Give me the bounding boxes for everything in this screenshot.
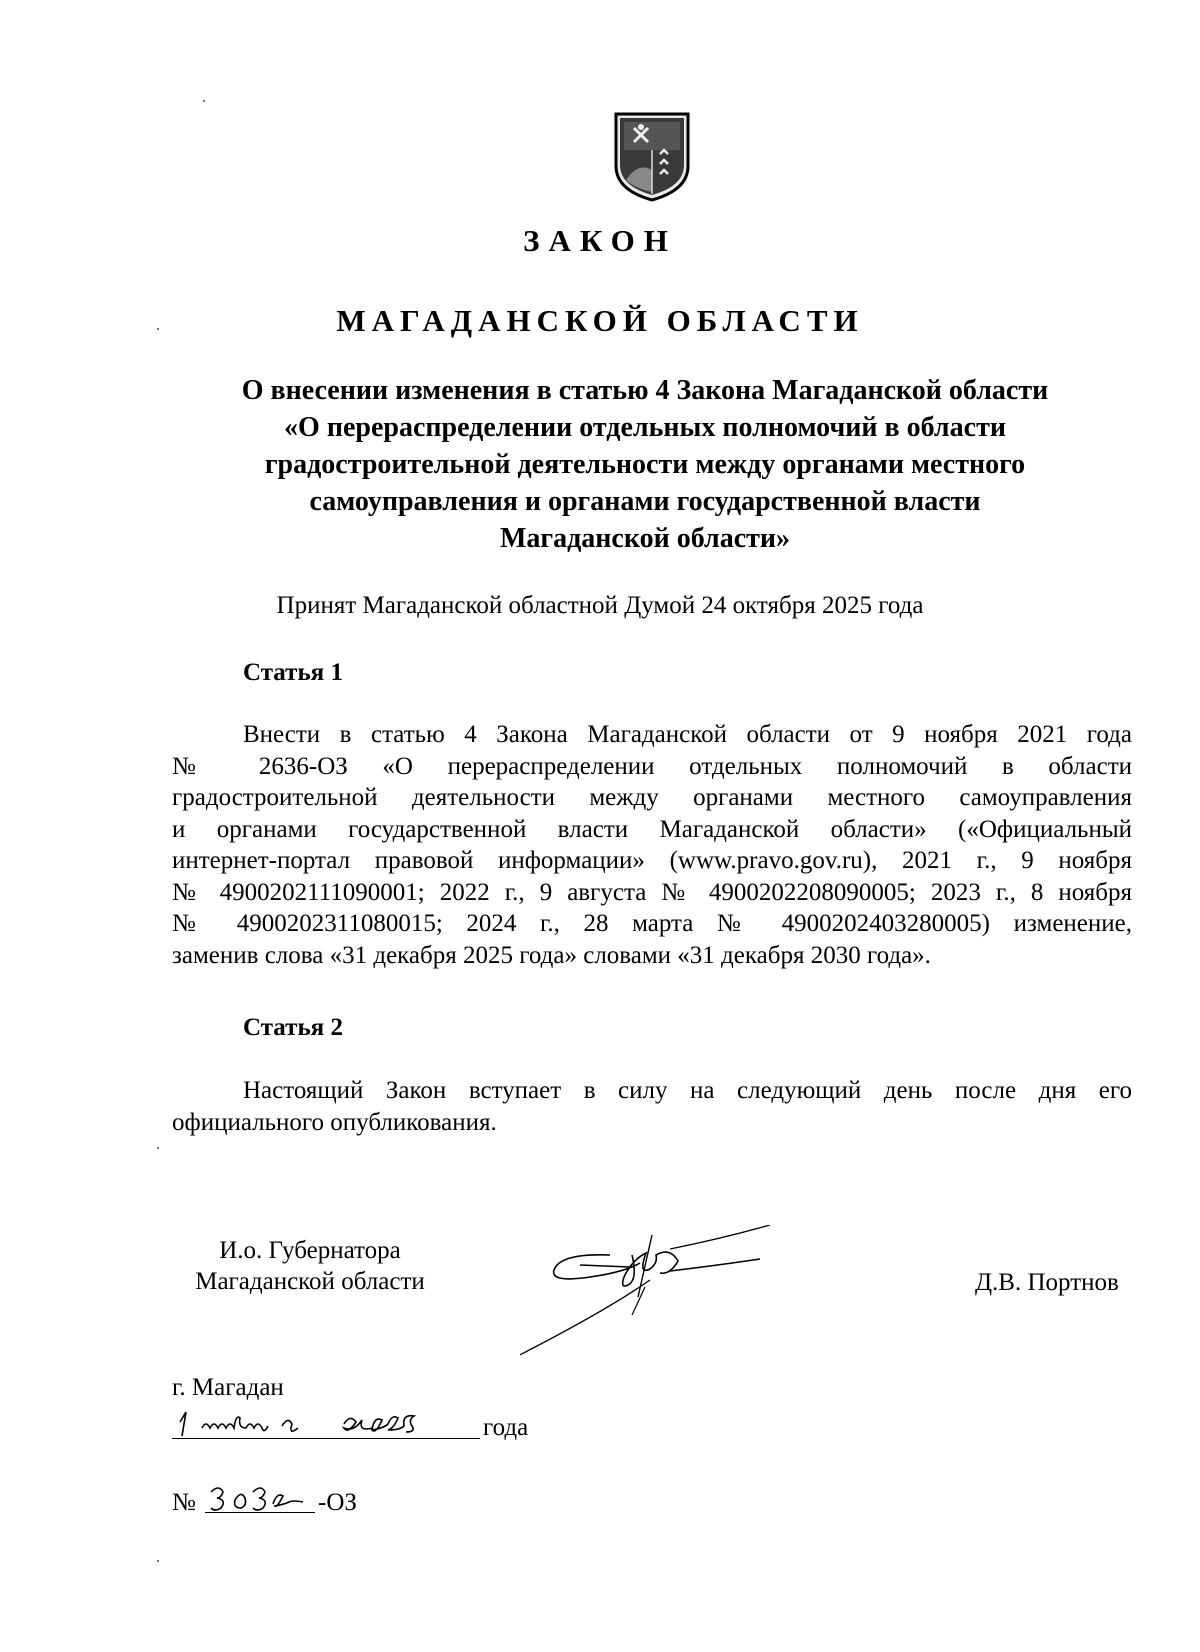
date-suffix: года [483, 1414, 529, 1441]
law-title-line: «О перераспределении отдельных полномочий в области [284, 412, 1006, 443]
article-1-line: Внести в статью 4 Закона Магаданской области от 9 ноября 2021 года [243, 721, 1132, 748]
signatory-position-line: Магаданской области [195, 1268, 425, 1295]
signatory-position-line: И.о. Губернатора [219, 1237, 401, 1264]
article-2-heading: Статья 2 [243, 1014, 343, 1041]
article-2-text [172, 1075, 1132, 1138]
place-of-signing: г. Магадан [172, 1374, 284, 1401]
article-2-line: официального опубликования. [172, 1108, 497, 1136]
scan-speck [203, 100, 205, 102]
handwritten-signature [520, 1225, 820, 1375]
region-heading: МАГАДАНСКОЙ ОБЛАСТИ [336, 303, 864, 338]
signer-name: Д.В. Портнов [975, 1269, 1119, 1296]
law-title-line: самоуправления и органами государственной власти [309, 486, 981, 517]
scan-speck [157, 1147, 159, 1149]
article-1-line: № 4900202311080015; 2024 г., 28 марта № 4900202403280005) изменение, [172, 910, 1132, 937]
law-number-prefix: № [172, 1489, 196, 1516]
article-1-heading: Статья 1 [243, 659, 343, 686]
scan-speck [157, 1560, 159, 1562]
law-type-heading: ЗАКОН [523, 223, 677, 258]
law-title-line: Магаданской области» [499, 523, 791, 554]
article-1-line: заменив слова «31 декабря 2025 года» словами «31 декабря 2030 года». [172, 941, 931, 969]
article-1-line: № 2636-ОЗ «О перераспределении отдельных полномочий в области [172, 752, 1132, 780]
law-title-line: градостроительной деятельности между органами местного [264, 449, 1026, 480]
law-number-suffix: -ОЗ [318, 1489, 357, 1516]
scan-speck [157, 328, 159, 330]
article-1-line: интернет-портал правовой информации» (www.pravo.gov.ru), 2021 г., 9 ноября [172, 847, 1132, 874]
coat-of-arms-icon [612, 110, 692, 202]
adoption-note: Принят Магаданской областной Думой 24 октября 2025 года [276, 592, 924, 619]
article-1-line: и органами государственной власти Магаданской области» («Официальный [172, 815, 1132, 843]
law-title-line: О внесении изменения в статью 4 Закона Магаданской области [241, 375, 1049, 406]
article-2-line: Настоящий Закон вступает в силу на следующий день после дня его [243, 1077, 1132, 1104]
date-underline [172, 1438, 480, 1439]
law-number-underline [205, 1512, 315, 1513]
law-title [160, 372, 1130, 557]
article-1-line: градостроительной деятельности между органами местного самоуправления [172, 784, 1132, 811]
signatory-position [175, 1235, 445, 1297]
article-1-line: № 4900202111090001; 2022 г., 9 августа № 4900202208090005; 2023 г., 8 ноября [172, 878, 1132, 906]
article-1-text [172, 719, 1132, 971]
